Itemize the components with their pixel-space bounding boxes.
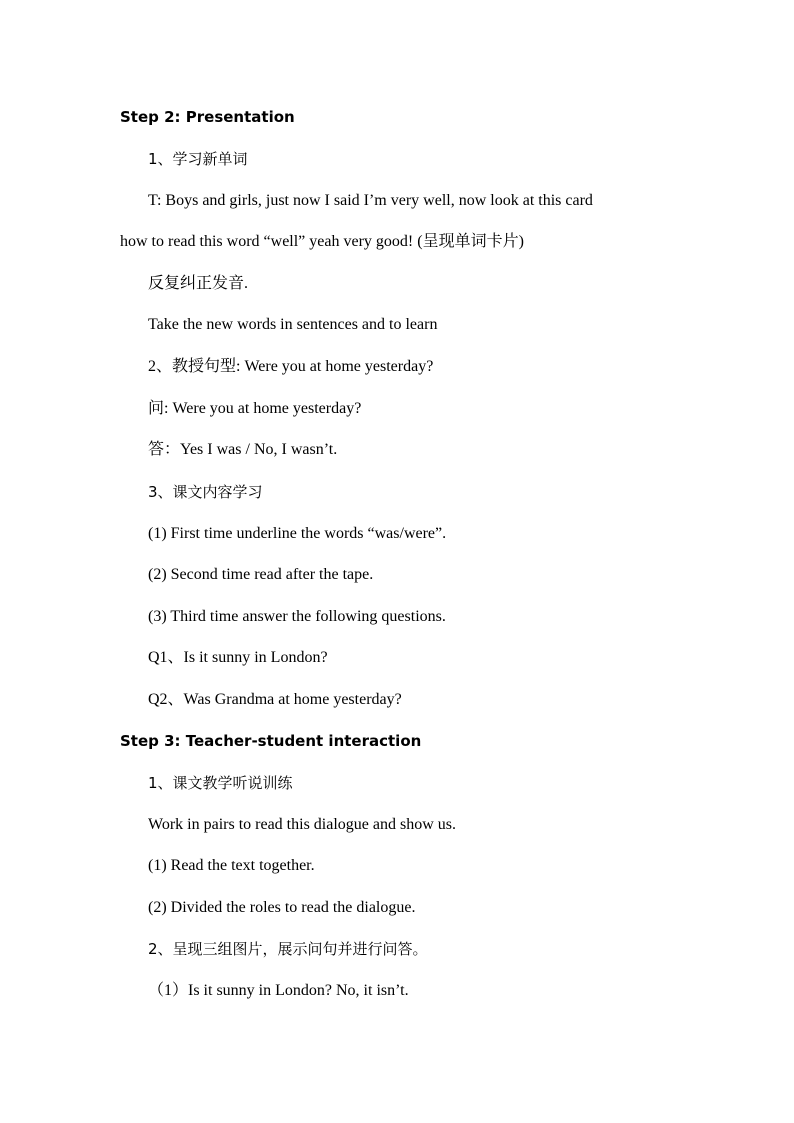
step2-sub1: (1) First time underline the words “was/were”. (148, 525, 447, 542)
learn-note: Take the new words in sentences and to learn (148, 316, 438, 333)
step3-sub2: (2) Divided the roles to read the dialogue. (148, 899, 416, 916)
step3-heading: Step 3: Teacher-student interaction (120, 732, 422, 750)
pairs-note: Work in pairs to read this dialogue and show us. (148, 816, 456, 833)
step2-sub3: (3) Third time answer the following questions. (148, 608, 446, 625)
teacher-line-1: T: Boys and girls, just now I said I’m very well, now look at this card (148, 192, 593, 209)
step2-heading: Step 2: Presentation (120, 108, 295, 126)
step2-item1-title: 1、学习新单词 (148, 150, 248, 168)
answer-line: 答：Yes I was / No, I wasn’t. (148, 441, 338, 458)
step3-sub1: (1) Read the text together. (148, 857, 315, 874)
step2-item3-title: 3、课文内容学习 (148, 483, 263, 501)
example-1: （1）Is it sunny in London? No, it isn’t. (148, 982, 409, 999)
step2-item2-title: 2、教授句型: Were you at home yesterday? (148, 358, 434, 375)
step3-item2-title: 2、呈现三组图片，展示问句并进行问答。 (148, 940, 428, 958)
question-line: 问: Were you at home yesterday? (148, 400, 362, 417)
step2-sub2: (2) Second time read after the tape. (148, 566, 374, 583)
pronunciation-note: 反复纠正发音. (148, 275, 249, 292)
question-q2: Q2、Was Grandma at home yesterday? (148, 691, 402, 708)
step3-item1-title: 1、课文教学听说训练 (148, 774, 293, 792)
question-q1: Q1、Is it sunny in London? (148, 649, 328, 666)
teacher-line-2: how to read this word “well” yeah very good! (呈现单词卡片) (120, 233, 524, 250)
